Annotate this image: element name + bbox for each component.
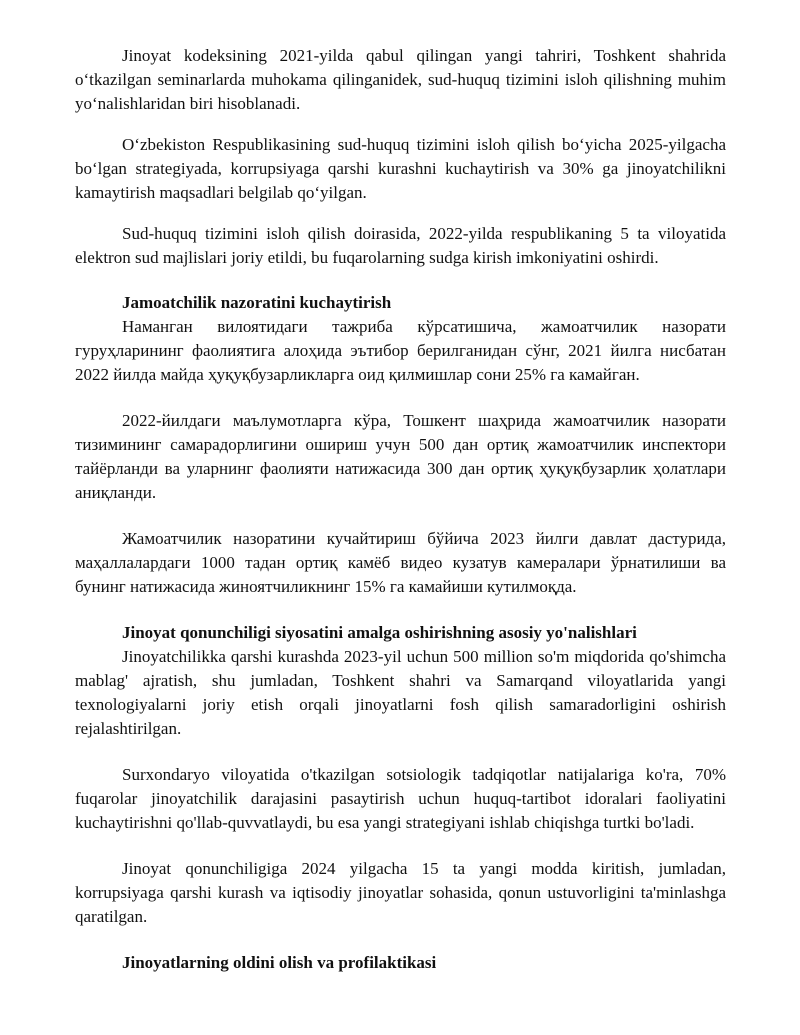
paragraph-criminal-code-revision: Jinoyat kodeksining 2021-yilda qabul qilingan yangi tahriri, Toshkent shahrida oʻtkazilgan seminarlarda muhokama qilinganidek, sud-huquq tizimini isloh qilishning muhim yoʻnalishlaridan biri hisoblanadi. [75, 46, 726, 113]
paragraph-namangan-experience: Наманган вилоятидаги тажриба кўрсатишича, жамоатчилик назорати гуруҳларининг фаолиятига алоҳида эътибор берилганидан сўнг, 2021 йилга нисбатан 2022 йилда майда ҳуқуқбузарликларга оид қилмишлар сони 25% га камайган. [75, 317, 726, 384]
paragraph-state-program-2023: Жамоатчилик назоратини кучайтириш бўйича 2023 йилги давлат дастурида, маҳаллалардаги 1000 тадан ортиқ камёб видео кузатув камералари ўрнатилиши ва бунинг натижасида жиноятчиликнинг 15% га камайиши кутилмоқда. [75, 529, 726, 596]
paragraph-tashkent-inspectors: 2022-йилдаги маълумотларга кўра, Тошкент шаҳрида жамоатчилик назорати тизимининг самарадорлигини ошириш учун 500 дан ортиқ жамоатчилик инспектори тайёрланди ва уларнинг фаолияти натижасида 300 дан ортиқ ҳуқуқбузарлик ҳолатлари аниқланди. [75, 411, 726, 502]
paragraph-electronic-court: Sud-huquq tizimini isloh qilish doirasida, 2022-yilda respublikaning 5 ta viloyatida elektron sud majlislari joriy etildi, bu fuqarolarning sudga kirish imkoniyatini oshirdi. [75, 224, 726, 267]
paragraph-new-articles-2024: Jinoyat qonunchiligiga 2024 yilgacha 15 ta yangi modda kiritish, jumladan, korrupsiyaga qarshi kurash va iqtisodiy jinoyatlar sohasida, qonun ustuvorligini ta'minlashga qaratilgan. [75, 859, 726, 926]
paragraph-funding-2023: Jinoyatchilikka qarshi kurashda 2023-yil uchun 500 million so'm miqdorida qo'shimcha mablag' ajratish, shu jumladan, Toshkent shahri va Samarqand viloyatlarida yangi texnologiyalarni joriy etish orqali jinoyatlarni fosh qilish samaradorligini oshirish rejalashtirilgan. [75, 647, 726, 738]
paragraph-reform-strategy: Oʻzbekiston Respublikasining sud-huquq tizimini isloh qilish boʻyicha 2025-yilgacha boʻlgan strategiyada, korrupsiyaga qarshi kurashni kuchaytirish va 30% ga jinoyatchilikni kamaytirish maqsadlari belgilab qoʻyilgan. [75, 135, 726, 202]
section-heading-crime-prevention: Jinoyatlarning oldini olish va profilaktikasi [122, 953, 437, 972]
paragraph-surxondaryo-survey: Surxondaryo viloyatida o'tkazilgan sotsiologik tadqiqotlar natijalariga ko'ra, 70% fuqarolar jinoyatchilik darajasini pasaytirish uchun huquq-tartibot idoralari faoliyatini kuchaytirishni qo'llab-quvvatlaydi, bu esa yangi strategiyani ishlab chiqishga turtki bo'ladi. [75, 765, 726, 832]
document-page [75, 44, 726, 975]
section-heading-public-control: Jamoatchilik nazoratini kuchaytirish [122, 293, 392, 312]
section-heading-policy-directions: Jinoyat qonunchiligi siyosatini amalga oshirishning asosiy yo'nalishlari [122, 623, 637, 642]
